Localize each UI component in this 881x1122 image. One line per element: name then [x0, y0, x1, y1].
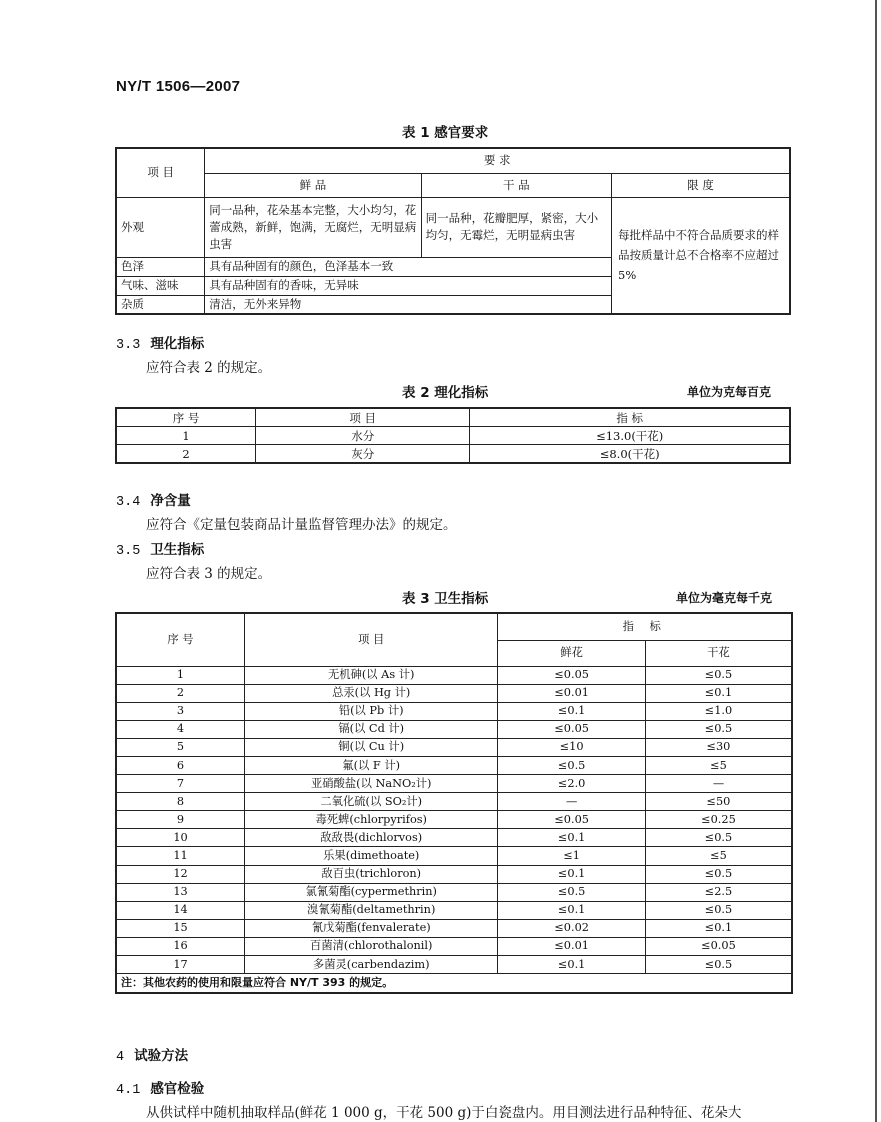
- t3-no: 8: [116, 793, 245, 811]
- table-row: [116, 666, 792, 684]
- table-row: [116, 738, 792, 756]
- table2-caption: 表 2 理化指标: [402, 385, 489, 401]
- table3-unit: 单位为毫克每千克: [676, 591, 773, 605]
- t1-smell-requirement: 具有品种固有的香味，无异味: [205, 276, 612, 295]
- t1-header-fresh: 鲜 品: [205, 173, 421, 197]
- t3-header-item: 项 目: [245, 613, 498, 666]
- t3-dry-value: ≤50: [645, 793, 792, 811]
- t3-item: 氯氰菊酯(cypermethrin): [245, 883, 498, 901]
- t3-item: 敌百虫(trichloron): [245, 865, 498, 883]
- t3-fresh-value: ≤0.1: [498, 829, 646, 847]
- t3-dry-value: ≤5: [645, 756, 792, 774]
- t3-item: 铜(以 Cu 计): [245, 738, 498, 756]
- t3-no: 1: [116, 666, 245, 684]
- t3-item: 百菌清(chlorothalonil): [245, 937, 498, 955]
- table-row: [116, 775, 792, 793]
- t3-header-fresh: 鲜花: [498, 640, 646, 666]
- t3-dry-value: ≤1.0: [645, 702, 792, 720]
- t3-no: 6: [116, 756, 245, 774]
- t3-header-dry: 干花: [645, 640, 792, 666]
- t1-item-appearance: 外观: [116, 197, 205, 257]
- physicochemical-table: [115, 407, 791, 464]
- table-row: [116, 919, 792, 937]
- t2-item: 灰分: [256, 445, 470, 464]
- t3-no: 3: [116, 702, 245, 720]
- t2-value: ≤8.0(干花): [470, 445, 790, 464]
- t3-item: 总汞(以 Hg 计): [245, 684, 498, 702]
- t3-fresh-value: ≤0.05: [498, 720, 646, 738]
- t3-fresh-value: ≤0.05: [498, 666, 646, 684]
- t3-fresh-value: ≤1: [498, 847, 646, 865]
- document-code: NY/T 1506—2007: [116, 78, 241, 95]
- t3-no: 5: [116, 738, 245, 756]
- t3-no: 12: [116, 865, 245, 883]
- sensory-requirements-table: [115, 147, 791, 315]
- table-row: [116, 702, 792, 720]
- t3-item: 毒死蜱(chlorpyrifos): [245, 811, 498, 829]
- section-3-4-heading: 3.4 净含量: [116, 493, 191, 510]
- t1-header-item: 项 目: [116, 148, 205, 197]
- table-row: [116, 829, 792, 847]
- t2-no: 1: [116, 427, 256, 445]
- t3-fresh-value: ≤2.0: [498, 775, 646, 793]
- t3-dry-value: ≤0.5: [645, 829, 792, 847]
- table-row: [116, 756, 792, 774]
- scan-edge-line: [875, 0, 877, 1122]
- t3-dry-value: ≤0.25: [645, 811, 792, 829]
- t3-dry-value: ≤5: [645, 847, 792, 865]
- t3-fresh-value: —: [498, 793, 646, 811]
- t3-dry-value: ≤0.5: [645, 666, 792, 684]
- table-row: [116, 883, 792, 901]
- t3-dry-value: ≤0.05: [645, 937, 792, 955]
- t3-item: 多菌灵(carbendazim): [245, 956, 498, 974]
- table-row: [116, 720, 792, 738]
- t1-item-color: 色泽: [116, 257, 205, 276]
- t3-dry-value: ≤0.1: [645, 684, 792, 702]
- t3-dry-value: ≤0.5: [645, 901, 792, 919]
- section-4-heading: 4 试验方法: [116, 1048, 189, 1065]
- t3-fresh-value: ≤0.1: [498, 865, 646, 883]
- t1-item-impurity: 杂质: [116, 295, 205, 314]
- t1-header-limit: 限 度: [612, 173, 791, 197]
- t2-header-item: 项 目: [256, 408, 470, 427]
- t3-item: 氟(以 F 计): [245, 756, 498, 774]
- table-row: [116, 793, 792, 811]
- t3-no: 10: [116, 829, 245, 847]
- table-row: [116, 684, 792, 702]
- t2-no: 2: [116, 445, 256, 464]
- t3-no: 17: [116, 956, 245, 974]
- t1-color-requirement: 具有品种固有的颜色，色泽基本一致: [205, 257, 612, 276]
- t3-no: 13: [116, 883, 245, 901]
- t3-dry-value: ≤0.5: [645, 720, 792, 738]
- t3-dry-value: ≤30: [645, 738, 792, 756]
- t3-item: 氰戊菊酯(fenvalerate): [245, 919, 498, 937]
- table-row: [116, 847, 792, 865]
- t1-appearance-fresh: 同一品种，花朵基本完整，大小均匀，花蕾成熟，新鲜，饱满，无腐烂，无明显病虫害: [205, 197, 421, 257]
- t2-value: ≤13.0(干花): [470, 427, 790, 445]
- t3-fresh-value: ≤0.5: [498, 883, 646, 901]
- table-row: [116, 956, 792, 974]
- table-row: [116, 901, 792, 919]
- section-3-3-heading: 3.3 理化指标: [116, 336, 205, 353]
- t1-appearance-dry: 同一品种，花瓣肥厚，紧密，大小均匀，无霉烂，无明显病虫害: [421, 197, 611, 257]
- t3-header-no: 序 号: [116, 613, 245, 666]
- table-row: [116, 427, 790, 445]
- section-3-3-body: 应符合表 2 的规定。: [146, 360, 272, 376]
- t3-no: 11: [116, 847, 245, 865]
- t3-item: 亚硝酸盐(以 NaNO₂计): [245, 775, 498, 793]
- t3-dry-value: ≤0.5: [645, 865, 792, 883]
- t3-item: 敌敌畏(dichlorvos): [245, 829, 498, 847]
- t3-dry-value: ≤0.1: [645, 919, 792, 937]
- t3-fresh-value: ≤0.02: [498, 919, 646, 937]
- hygiene-index-table: [115, 612, 793, 994]
- section-3-5-heading: 3.5 卫生指标: [116, 542, 205, 559]
- t3-header-index: 指 标: [498, 613, 792, 640]
- t2-header-index: 指 标: [470, 408, 790, 427]
- t3-no: 14: [116, 901, 245, 919]
- t3-item: 二氧化硫(以 SO₂计): [245, 793, 498, 811]
- t2-item: 水分: [256, 427, 470, 445]
- section-4-1-heading: 4.1 感官检验: [116, 1081, 205, 1098]
- t1-item-smell: 气味、滋味: [116, 276, 205, 295]
- t3-note: 注：其他农药的使用和限量应符合 NY/T 393 的规定。: [116, 974, 792, 993]
- t3-no: 9: [116, 811, 245, 829]
- table-row: [116, 865, 792, 883]
- t3-item: 铅(以 Pb 计): [245, 702, 498, 720]
- t1-impurity-requirement: 清洁，无外来异物: [205, 295, 612, 314]
- t1-header-dry: 干 品: [421, 173, 611, 197]
- section-3-5-body: 应符合表 3 的规定。: [146, 566, 272, 582]
- t3-item: 镉(以 Cd 计): [245, 720, 498, 738]
- t1-limit-text: 每批样品中不符合品质要求的样品按质量计总不合格率不应超过 5%: [612, 197, 791, 314]
- t3-fresh-value: ≤0.01: [498, 937, 646, 955]
- t3-fresh-value: ≤0.01: [498, 684, 646, 702]
- table-row: [116, 445, 790, 464]
- t3-no: 4: [116, 720, 245, 738]
- section-3-4-body: 应符合《定量包装商品计量监督管理办法》的规定。: [146, 517, 457, 533]
- table-row: [116, 811, 792, 829]
- t3-item: 无机砷(以 As 计): [245, 666, 498, 684]
- section-4-1-body: 从供试样中随机抽取样品(鲜花 1 000 g，干花 500 g)于白瓷盘内。用目测法进行品种特征、花朵大: [146, 1105, 742, 1121]
- t3-item: 乐果(dimethoate): [245, 847, 498, 865]
- table2-unit: 单位为克每百克: [687, 385, 772, 399]
- t3-fresh-value: ≤0.1: [498, 956, 646, 974]
- table1-caption: 表 1 感官要求: [402, 125, 489, 141]
- t1-header-requirement: 要 求: [205, 148, 790, 173]
- t2-header-no: 序 号: [116, 408, 256, 427]
- t3-fresh-value: ≤0.05: [498, 811, 646, 829]
- t3-no: 16: [116, 937, 245, 955]
- t3-dry-value: ≤0.5: [645, 956, 792, 974]
- t3-no: 15: [116, 919, 245, 937]
- table3-caption: 表 3 卫生指标: [402, 591, 489, 607]
- t3-fresh-value: ≤10: [498, 738, 646, 756]
- t3-fresh-value: ≤0.1: [498, 702, 646, 720]
- t3-fresh-value: ≤0.1: [498, 901, 646, 919]
- t3-fresh-value: ≤0.5: [498, 756, 646, 774]
- table-row: [116, 937, 792, 955]
- t3-dry-value: —: [645, 775, 792, 793]
- t3-dry-value: ≤2.5: [645, 883, 792, 901]
- t3-no: 2: [116, 684, 245, 702]
- t3-item: 溴氰菊酯(deltamethrin): [245, 901, 498, 919]
- t3-no: 7: [116, 775, 245, 793]
